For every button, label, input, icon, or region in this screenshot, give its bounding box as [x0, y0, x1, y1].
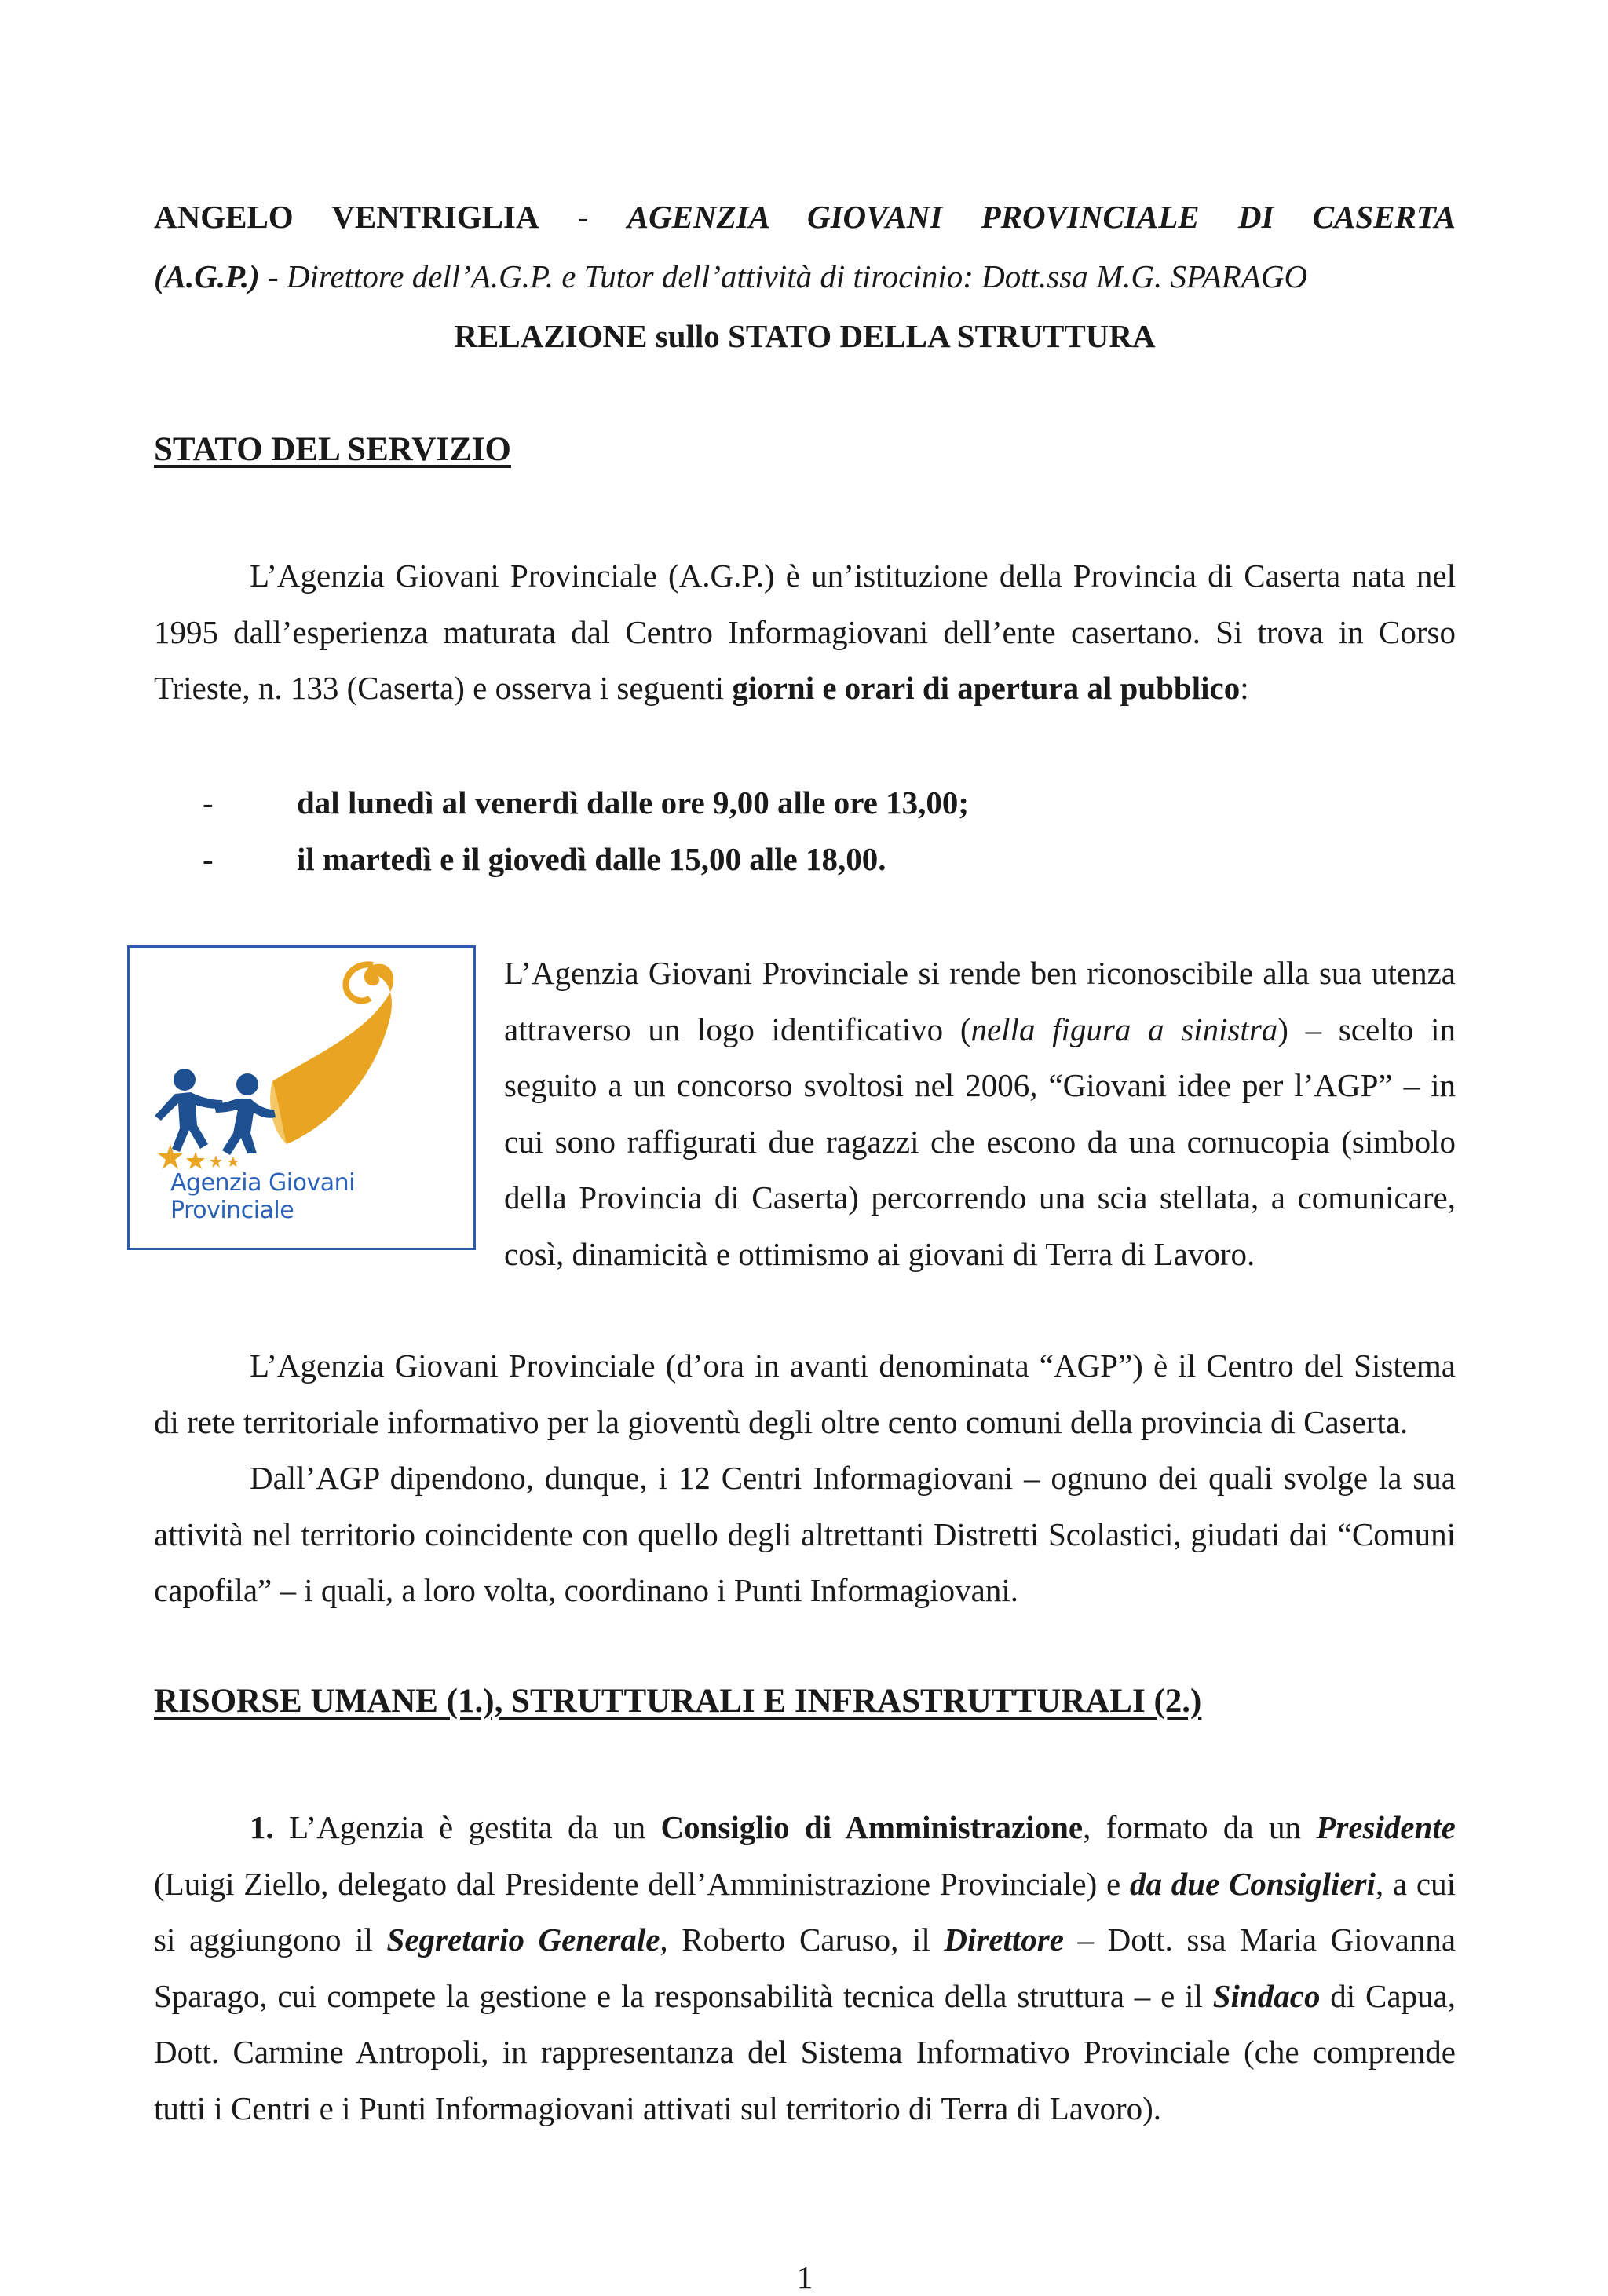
gov-text-4: , a cui si aggiungono il — [154, 1865, 1456, 1958]
gov-text-7: di Capua, Dott. Carmine Antropoli, in rappresentanza del Sistema Informativo Provinciale (che comprende tutti i Centri e i Punti Informagiovani attivati sul territorio di Terra di Lavoro). — [154, 1977, 1456, 2126]
list-dash: - — [203, 784, 214, 821]
paragraph-agp-center: L’Agenzia Giovani Provinciale (d’ora in avanti denominata “AGP”) è il Centro del Sistema di rete territoriale informativo per la gioventù degli oltre cento comuni della provincia di Caserta. — [154, 1347, 1456, 1440]
page-number: 1 — [796, 2259, 813, 2295]
agency-name: AGENZIA GIOVANI PROVINCIALE DI CASERTA — [627, 199, 1456, 235]
hours-weekdays: dal lunedì al venerdì dalle ore 9,00 alle ore 13,00; — [297, 784, 970, 821]
logo-text-a: L’Agenzia Giovani Provinciale si rende ben riconoscibile alla sua utenza attraverso un logo identificativo ( — [504, 955, 1456, 1047]
logo-text-italic: nella figura a sinistra — [970, 1011, 1278, 1047]
hours-afternoon: il martedì e il giovedì dalle 15,00 alle 18,00. — [297, 841, 886, 877]
paragraph-intro — [154, 548, 1456, 717]
gov-text-3: (Luigi Ziello, delegato dal Presidente dell’Amministrazione Provinciale) e — [154, 1865, 1131, 1902]
mayor-label: Sindaco — [1212, 1977, 1321, 2014]
opening-hours-list — [0, 774, 1453, 887]
header-separator: - — [539, 199, 627, 235]
section-heading-servizio: STATO DEL SERVIZIO — [154, 431, 511, 468]
secretary-label: Segretario Generale — [386, 1921, 660, 1958]
director-tutor: - Direttore dell’A.G.P. e Tutor dell’attività di tirocinio: Dott.ssa M.G. SPARAGO — [259, 258, 1308, 294]
section-heading-risorse: RISORSE UMANE (1.), STRUTTURALI E INFRASTRUTTURALI (2.) — [154, 1683, 1202, 1720]
director-label: Direttore — [944, 1921, 1064, 1958]
gov-text-2: , formato da un — [1083, 1809, 1317, 1845]
paragraph-governance — [154, 1800, 1456, 2137]
logo-text-b: ) – scelto in seguito a un concorso svoltosi nel 2006, “Giovani idee per l’AGP” – in cui sono raffigurati due ragazzi che escono da una cornucopia (simbolo della Provincia di Caserta) percorrendo una scia stellata, a comunicare, così, dinamicità e ottimismo ai giovani di Terra di Lavoro. — [504, 1011, 1456, 1272]
intro-text: L’Agenzia Giovani Provinciale (A.G.P.) è un’istituzione della Provincia di Caserta nata nel 1995 dall’esperienza maturata dal Centro Informagiovani dell’ente casertano. Si trova in Corso Trieste, n. 133 (Caserta) e osserva i seguenti — [154, 558, 1456, 706]
paragraph-informagiovani: Dall’AGP dipendono, dunque, i 12 Centri Informagiovani – ognuno dei quali svolge la sua attività nel territorio coincidente con quello degli altrettanti Distretti Scolastici, giudati dai “Comuni capofila” – i quali, a loro volta, coordinano i Punti Informagiovani. — [154, 1460, 1456, 1608]
author-name: ANGELO VENTRIGLIA — [154, 199, 539, 235]
board-label: Consiglio di Amministrazione — [660, 1809, 1084, 1845]
header-line-2 — [154, 248, 1456, 305]
paragraph-logo-description — [504, 945, 1456, 1282]
gov-text-6: – Dott. ssa Maria Giovanna Sparago, cui compete la gestione e la responsabilità tecnica della struttura – e il — [154, 1921, 1456, 2014]
opening-hours-label: giorni e orari di apertura al pubblico — [732, 670, 1241, 706]
list-item — [0, 831, 1453, 887]
gov-text-5: , Roberto Caruso, il — [660, 1921, 945, 1958]
document-title: RELAZIONE sullo STATO DELLA STRUTTURA — [454, 318, 1156, 354]
list-dash: - — [203, 841, 214, 877]
gov-text-1: L’Agenzia è gestita da un — [273, 1809, 661, 1845]
logo-caption: Agenzia Giovani Provinciale — [170, 1169, 355, 1224]
intro-colon: : — [1240, 670, 1249, 706]
councillors-label: da due Consiglieri — [1130, 1865, 1376, 1902]
header-line-1 — [154, 188, 1456, 245]
item-number: 1. — [250, 1809, 274, 1845]
list-item — [0, 774, 1453, 831]
president-label: Presidente — [1316, 1809, 1456, 1845]
agency-abbreviation: (A.G.P.) — [154, 258, 260, 294]
agp-logo — [127, 945, 476, 1250]
